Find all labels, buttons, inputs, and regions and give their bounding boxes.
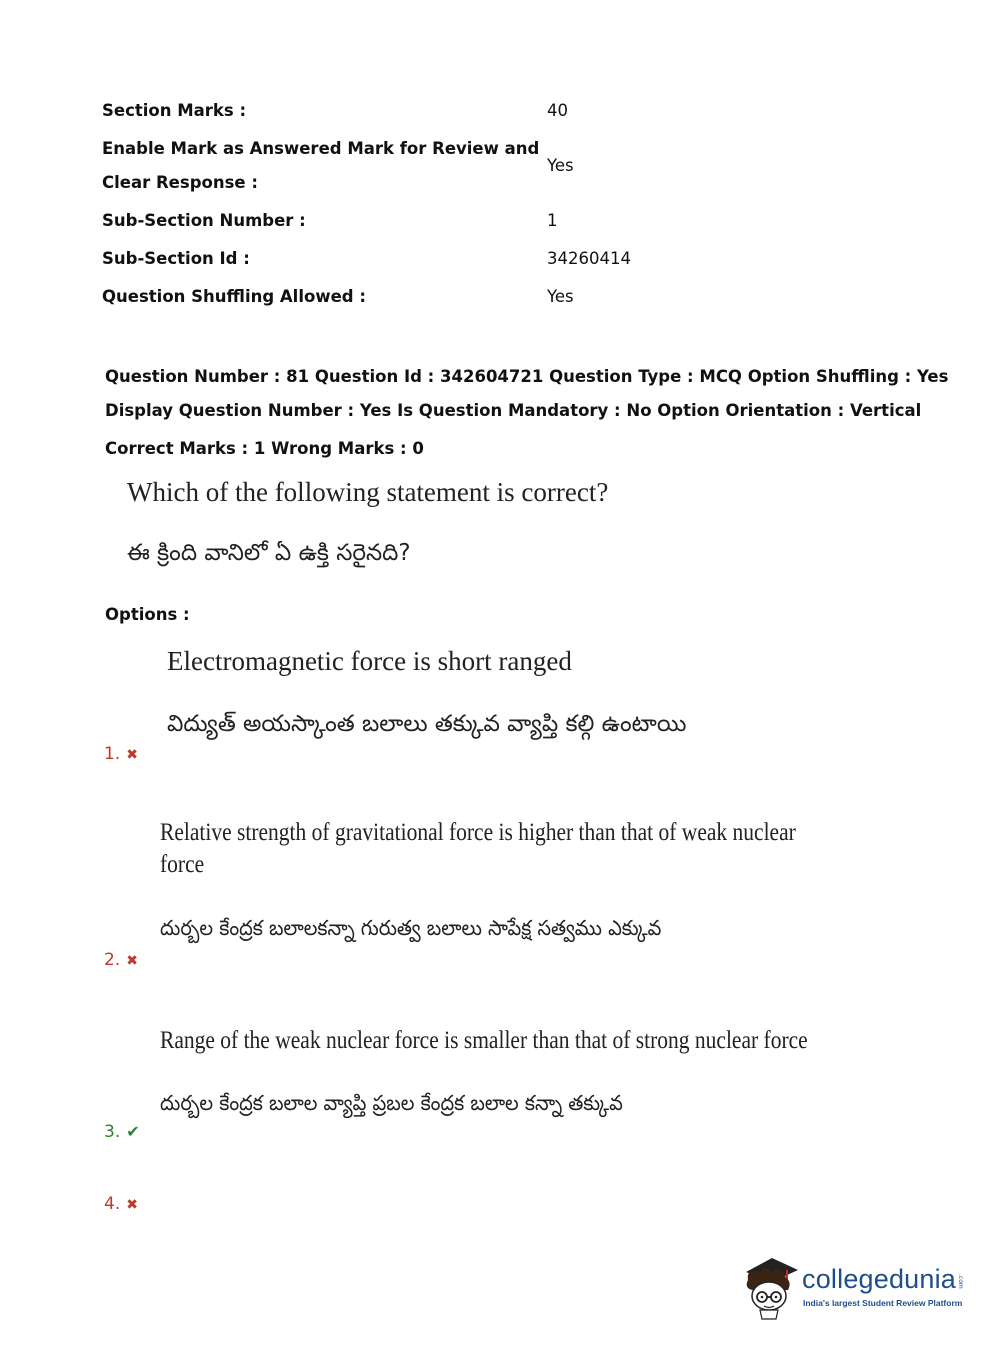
option-1-marker[interactable]: [104, 744, 138, 764]
correct-check-icon: ✔: [126, 1122, 140, 1141]
option-3-number: 3.: [104, 1122, 121, 1142]
question-info-line1: Question Number : 81 Question Id : 342604721 Question Type : MCQ Option Shuffling : Yes: [105, 367, 949, 386]
option-2-telugu: దుర్బల కేంద్రక బలాలకన్నా గురుత్వ బలాలు సాపేక్ష సత్వము ఎక్కువ: [160, 916, 662, 940]
option-2-marker[interactable]: [104, 950, 138, 970]
question-info-line2: Display Question Number : Yes Is Question Mandatory : No Option Orientation : Vertical: [105, 401, 922, 420]
option-4-number: 4.: [104, 1194, 121, 1214]
option-1-number: 1.: [104, 744, 121, 764]
question-shuffling-value: Yes: [547, 287, 574, 306]
question-text-telugu: ఈ క్రింది వానిలో ఏ ఉక్తి సరైనది?: [127, 540, 411, 566]
wrong-cross-icon: ✖: [126, 953, 138, 969]
option-1-telugu: విద్యుత్ అయస్కాంత బలాలు తక్కువ వ్యాప్తి కల్గి ఉంటాయి: [167, 711, 687, 737]
logo-tagline: India's largest Student Review Platform: [803, 1298, 963, 1308]
question-text-english: Which of the following statement is correct?: [127, 477, 609, 507]
mascot-icon: [742, 1250, 802, 1320]
sub-section-id-label: Sub-Section Id :: [102, 249, 250, 268]
option-1-english: Electromagnetic force is short ranged: [167, 646, 572, 676]
option-3-marker[interactable]: [104, 1122, 140, 1142]
sub-section-number-value: 1: [547, 211, 558, 230]
logo-name: collegedunia: [802, 1264, 957, 1294]
enable-mark-value: Yes: [547, 156, 574, 175]
logo-suffix: .com: [957, 1274, 964, 1289]
collegedunia-logo[interactable]: [742, 1250, 972, 1320]
wrong-cross-icon: ✖: [126, 1197, 138, 1213]
question-shuffling-label: Question Shuffling Allowed :: [102, 287, 366, 306]
option-3-english: Range of the weak nuclear force is smaller than that of strong nuclear force: [160, 1027, 808, 1054]
wrong-cross-icon: ✖: [126, 747, 138, 763]
section-marks-value: 40: [547, 101, 568, 120]
question-info-line3: Correct Marks : 1 Wrong Marks : 0: [105, 439, 424, 458]
enable-mark-label-line1: Enable Mark as Answered Mark for Review and: [102, 139, 540, 158]
enable-mark-label-line2: Clear Response :: [102, 173, 258, 192]
option-2-number: 2.: [104, 950, 121, 970]
option-4-marker[interactable]: [104, 1194, 138, 1214]
option-2-english-line2: force: [160, 851, 205, 878]
sub-section-number-label: Sub-Section Number :: [102, 211, 306, 230]
option-3-telugu: దుర్బల కేంద్రక బలాల వ్యాప్తి ప్రబల కేంద్రక బలాల కన్నా తక్కువ: [160, 1091, 623, 1115]
option-2-english-line1: Relative strength of gravitational force is higher than that of weak nuclear: [160, 819, 796, 846]
options-label: Options :: [105, 605, 190, 624]
section-marks-label: Section Marks :: [102, 101, 247, 120]
sub-section-id-value: 34260414: [547, 249, 631, 268]
